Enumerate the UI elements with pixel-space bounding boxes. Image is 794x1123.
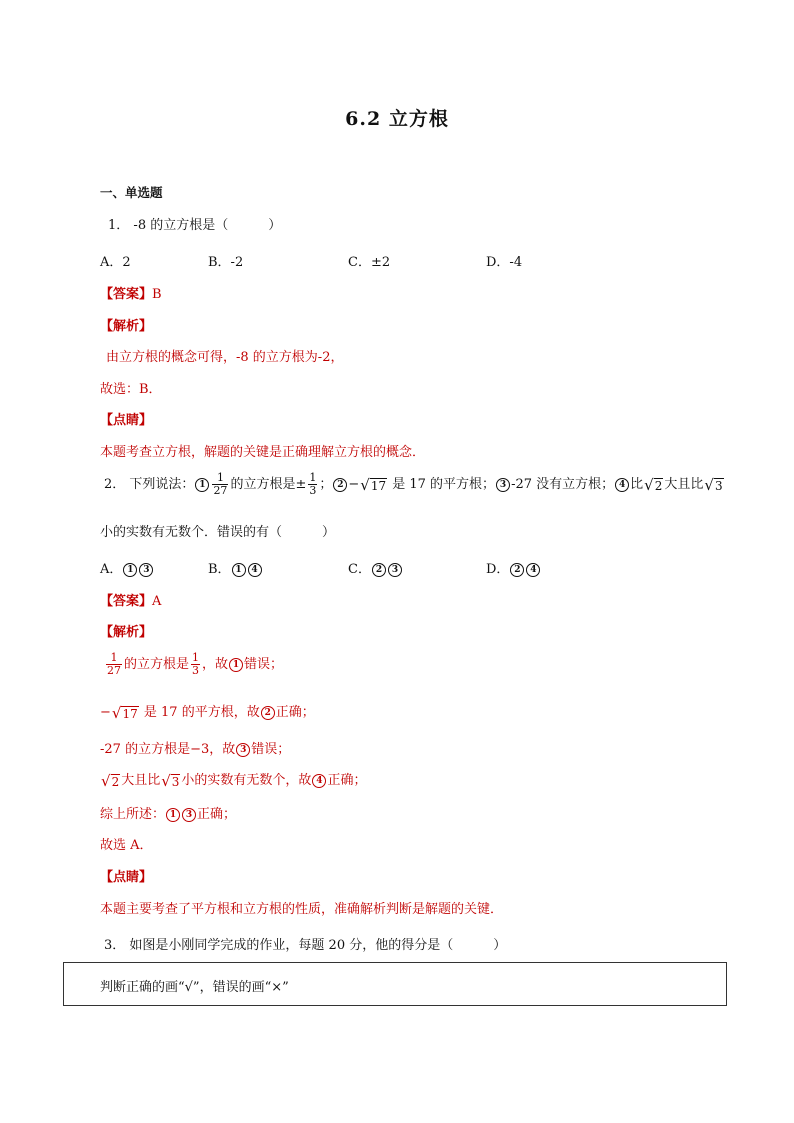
circled-number-icon: 3 — [496, 478, 510, 492]
question-3: 3． 如图是小刚同学完成的作业，每题 20 分，他的得分是（ ） — [104, 938, 507, 953]
q2-summary: 综上所述： 1 3 正确； — [100, 807, 237, 822]
page-title: 6.2 立方根 — [345, 108, 449, 130]
q1-option-b: B．-2 — [208, 255, 244, 270]
q1-analysis-line-2: 故选：B． — [100, 382, 162, 397]
fraction: $\frac{1}{27}$ — [213, 471, 228, 497]
sqrt-icon: √2 — [644, 476, 663, 494]
q2-option-c: C． 2 3 — [348, 558, 403, 577]
q2-option-d: D． 2 4 — [486, 558, 541, 577]
q1-comment-label: 【点睛】 — [100, 413, 153, 428]
q1-number: 1． — [108, 218, 130, 233]
sqrt-icon: √17 — [360, 476, 387, 494]
question-2-line-2: 小的实数有无数个．错误的有（ ） — [100, 525, 336, 540]
q1-option-d: D．-4 — [486, 255, 523, 270]
q2-analysis-line-2: −√17 是 17 的平方根，故 2 正确； — [100, 704, 315, 722]
question-1: 1． -8 的立方根是（ ） — [108, 218, 282, 233]
q2-analysis-line-3: -27 的立方根是−3，故 3 错误； — [100, 742, 291, 757]
circled-number-icon: 2 — [333, 478, 347, 492]
fraction: $\frac{1}{3}$ — [309, 471, 317, 497]
circled-number-icon: 1 — [195, 478, 209, 492]
q1-analysis-label: 【解析】 — [100, 319, 153, 334]
question-2-line-1: 2． 下列说法： 1 $\frac{1}{27}$ 的立方根是± $\frac{1}{3}$ ； 2 −√17 是 17 的平方根； 3 -27 没有立方根； 4 比√2 大且比√3 — [104, 471, 723, 497]
q2-option-b: B． 1 4 — [208, 558, 263, 577]
sqrt-icon: √3 — [704, 476, 723, 494]
q1-option-c: C．±2 — [348, 255, 391, 270]
q2-choose: 故选 A． — [100, 838, 153, 853]
q1-comment: 本题考查立方根，解题的关键是正确理解立方根的概念． — [100, 445, 426, 460]
q2-analysis-line-1: $\frac{1}{27}$ 的立方根是 $\frac{1}{3}$ ，故 1 错误； — [107, 651, 284, 677]
q2-option-a: A． 1 3 — [100, 558, 154, 577]
q2-comment: 本题主要考查了平方根和立方根的性质，准确解析判断是解题的关键． — [100, 902, 504, 917]
circled-number-icon: 4 — [615, 478, 629, 492]
q1-answer: 【答案】B — [100, 287, 162, 302]
q2-answer: 【答案】A — [100, 594, 162, 609]
q2-comment-label: 【点睛】 — [100, 870, 153, 885]
homework-box — [63, 962, 727, 1006]
homework-instruction: 判断正确的画“√”，错误的画“×” — [100, 980, 289, 995]
q2-analysis-line-4: √2 大且比√3 小的实数有无数个，故 4 正确； — [101, 772, 367, 790]
q1-option-a: A．2 — [100, 255, 131, 270]
section-heading: 一、单选题 — [100, 185, 163, 200]
q2-analysis-label: 【解析】 — [100, 625, 153, 640]
q1-stem: -8 的立方根是（ — [133, 218, 229, 233]
q1-analysis-line-1: 由立方根的概念可得，-8 的立方根为-2， — [106, 350, 344, 365]
